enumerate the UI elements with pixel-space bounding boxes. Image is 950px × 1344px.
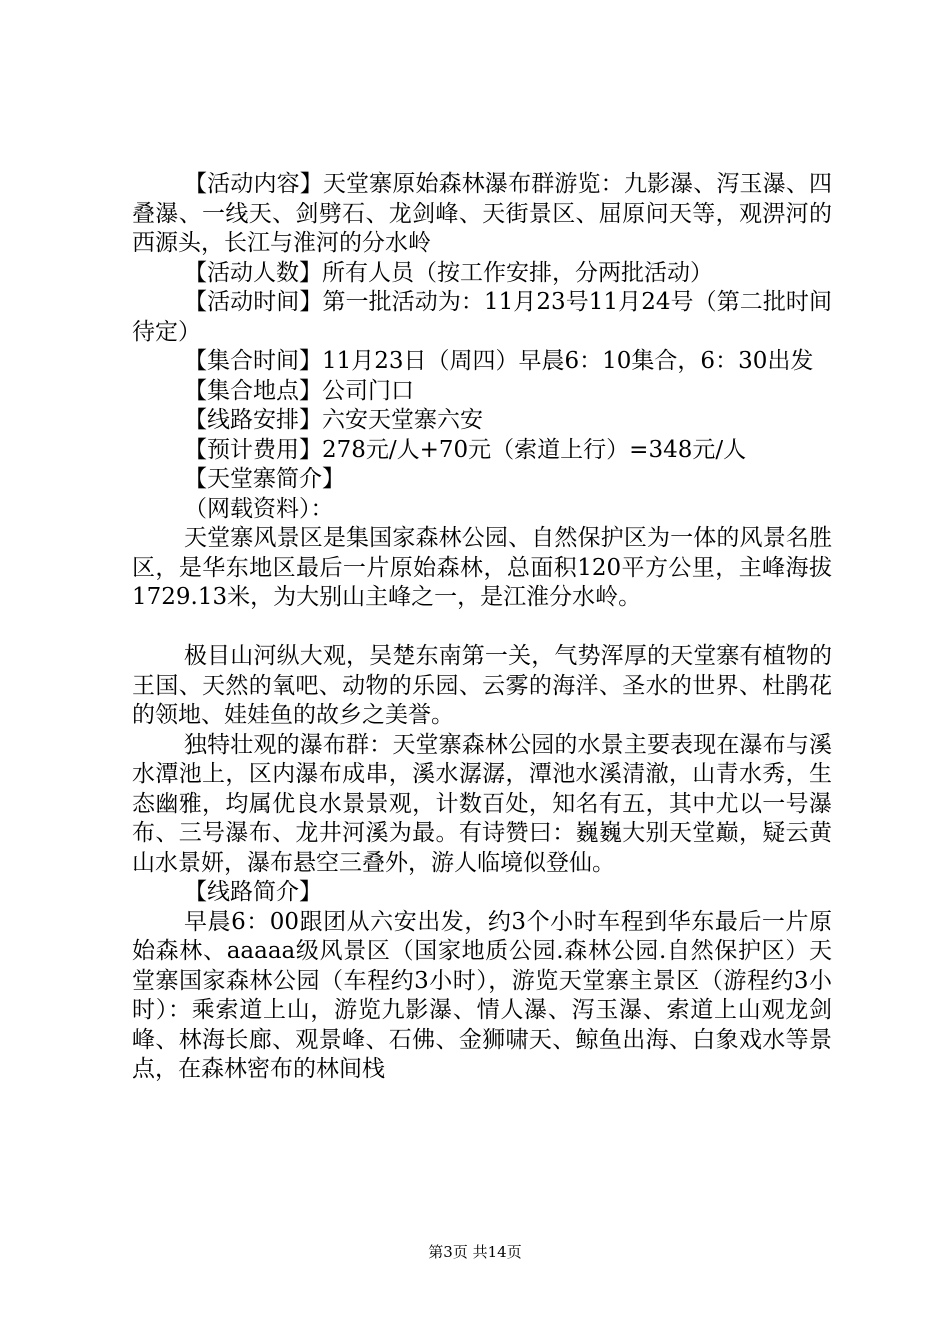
document-body: [132, 170, 832, 1085]
paragraph-activity-content: 【活动内容】天堂寨原始森林瀑布群游览：九影瀑、泻玉瀑、四叠瀑、一线天、剑劈石、龙剑峰、天街景区、屈原问天等，观淠河的西源头，长江与淮河的分水岭: [132, 171, 832, 256]
paragraph-landscape: 极目山河纵大观，吴楚东南第一关，气势浑厚的天堂寨有植物的王国、天然的氧吧、动物的乐园、云雾的海洋、圣水的世界、杜鹃花的领地、娃娃鱼的故乡之美誉。: [132, 643, 832, 728]
paragraph-scenic-area: 天堂寨风景区是集国家森林公园、自然保护区为一体的风景名胜区，是华东地区最后一片原始森林，总面积120平方公里，主峰海拔1729.13米，为大别山主峰之一，是江淮分水岭。: [132, 525, 832, 610]
section-heading-tiantangzhai-intro: 【天堂寨简介】: [184, 466, 345, 492]
page-number-footer: 第3页 共14页: [428, 1243, 522, 1261]
section-heading-route-intro: 【线路简介】: [184, 879, 322, 905]
paragraph-gathering-place: 【集合地点】公司门口: [184, 377, 414, 404]
paragraph-activity-time: 【活动时间】第一批活动为：11月23号11月24号（第二批时间待定）: [132, 289, 832, 345]
paragraph-route-arrangement: 【线路安排】六安天堂寨六安: [184, 407, 483, 433]
paragraph-gathering-time: 【集合时间】11月23日（周四）早晨6：10集合，6：30出发: [184, 348, 814, 374]
paragraph-waterfalls: 独特壮观的瀑布群：天堂寨森林公园的水景主要表现在瀑布与溪水潭池上，区内瀑布成串，溪水潺潺，潭池水溪清澈，山青水秀，生态幽雅，均属优良水景景观，计数百处，知名有五，其中尤以一号瀑布、三号瀑布、龙井河溪为最。有诗赞曰：巍巍大别天堂巅，疑云黄山水景妍，瀑布悬空三叠外，游人临境似登仙。: [132, 731, 832, 876]
paragraph-participants: 【活动人数】所有人员（按工作安排，分两批活动）: [184, 259, 713, 286]
paragraph-source-note: （网载资料）：: [184, 495, 334, 522]
blank-line: [132, 613, 832, 643]
paragraph-itinerary: 早晨6：00跟团从六安出发，约3个小时车程到华东最后一片原始森林、aaaaa级风景区（国家地质公园.森林公园.自然保护区）天堂寨国家森林公园（车程约3小时），游览天堂寨主景区（游程约3小时）：乘索道上山，游览九影瀑、情人瀑、泻玉瀑、索道上山观龙剑峰、林海长廊、观景峰、石佛、金狮啸天、鲸鱼出海、白象戏水等景点，在森林密布的林间栈: [132, 908, 832, 1082]
paragraph-estimated-cost: 【预计费用】278元/人+70元（索道上行）=348元/人: [184, 436, 747, 463]
